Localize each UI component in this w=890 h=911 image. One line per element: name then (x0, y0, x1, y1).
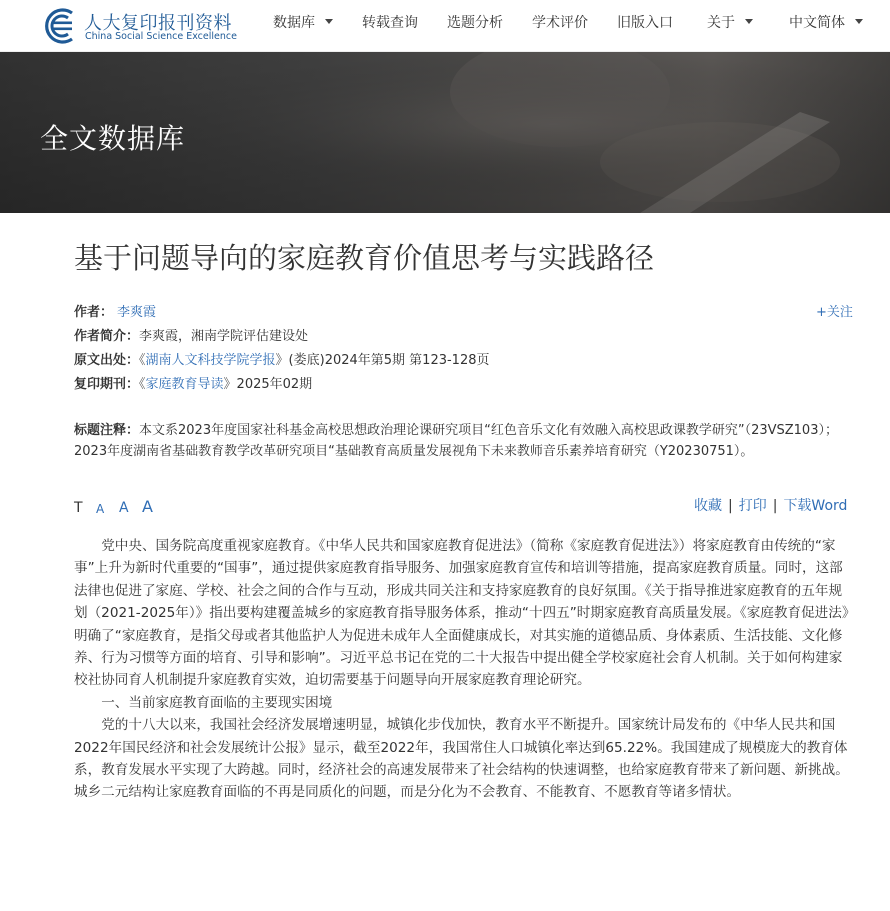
print-button[interactable]: 打印 (738, 498, 767, 514)
font-size-small-button[interactable]: A (96, 502, 105, 516)
nav-database-label: 数据库 (273, 15, 315, 31)
logo-english-name: China Social Science Excellence (85, 31, 237, 42)
nav-topic-analysis-label: 选题分析 (447, 15, 503, 31)
source-prefix: 《 (139, 353, 146, 368)
author-row (74, 301, 156, 320)
logo-mark-icon (38, 7, 78, 45)
nav-language-select[interactable] (789, 0, 863, 52)
author-intro-row (74, 325, 308, 344)
nav-about[interactable] (707, 0, 753, 52)
nav-language-label: 中文简体 (789, 15, 845, 31)
font-size-medium-button[interactable]: A (119, 500, 129, 516)
nav-reprint-query[interactable] (362, 0, 418, 52)
section-heading: 一、当前家庭教育面临的主要现实困境 (101, 694, 333, 711)
reprint-row (74, 373, 312, 392)
action-separator: | (772, 498, 778, 514)
author-link[interactable]: 李爽霞 (117, 305, 157, 320)
nav-topic-analysis[interactable] (447, 0, 503, 52)
author-intro-value: 李爽霞，湘南学院评估建设处 (139, 329, 309, 344)
site-header (0, 0, 890, 52)
title-note-label: 标题注释： (74, 423, 140, 438)
action-separator: | (728, 498, 733, 514)
source-journal-link[interactable]: 湖南人文科技学院学报 (145, 353, 276, 368)
source-label: 原文出处： (74, 353, 140, 368)
nav-academic-evaluation[interactable] (532, 0, 588, 52)
nav-reprint-query-label: 转载查询 (362, 15, 418, 31)
author-intro-label: 作者简介： (74, 329, 140, 344)
reprint-prefix: 《 (139, 377, 146, 392)
chevron-down-icon (855, 19, 863, 24)
download-word-button[interactable]: 下载Word (783, 498, 848, 514)
nav-legacy-entry[interactable] (617, 0, 673, 52)
logo-chinese-name: 人大复印报刊资料 (84, 13, 232, 34)
collect-button[interactable]: 收藏 (694, 498, 722, 514)
font-size-default-button[interactable]: T (74, 500, 83, 516)
chevron-down-icon (745, 19, 753, 24)
banner-title: 全文数据库 (40, 122, 186, 155)
article-title: 基于问题导向的家庭教育价值思考与实践路径 (74, 241, 655, 275)
article-body (74, 535, 854, 804)
title-note (74, 420, 854, 462)
source-suffix: 》(娄底)2024年第5期 第123-128页 (275, 353, 490, 368)
nav-about-label: 关于 (707, 15, 735, 31)
nav-academic-evaluation-label: 学术评价 (532, 15, 588, 31)
article-actions (694, 495, 847, 515)
follow-button[interactable]: +关注 (816, 305, 853, 320)
nav-database[interactable] (273, 0, 333, 52)
author-label: 作者： (74, 305, 114, 320)
nav-legacy-entry-label: 旧版入口 (617, 15, 673, 31)
reprint-journal-link[interactable]: 家庭教育导读 (145, 377, 224, 392)
reprint-label: 复印期刊： (74, 377, 140, 392)
article-paragraph: 党的十八大以来，我国社会经济发展增速明显，城镇化步伐加快，教育水平不断提升。国家统计局发布的《中华人民共和国2022年国民经济和社会发展统计公报》显示，截至2022年，我国常住人口城镇化率达到65.22%。我国建成了规模庞大的教育体系，教育发展水平实现了大跨越。同时，经济社会的高速发展带来了社会结构的快速调整，也给家庭教育带来了新问题、新挑战。城乡二元结构让家庭教育面临的不再是同质化的问题，而是分化为不会教育、不能教育、不愿教育等诸多情状。 (74, 717, 849, 801)
article-paragraph: 党中央、国务院高度重视家庭教育。《中华人民共和国家庭教育促进法》（简称《家庭教育促进法》）将家庭教育由传统的“家事”上升为新时代重要的“国事”，通过提供家庭教育指导服务、加强家庭教育宣传和培训等措施，提高家庭教育质量。同时，这部法律也促进了家庭、学校、社会之间的合作与互动，形成共同关注和支持家庭教育的良好氛围。《关于指导推进家庭教育的五年规划（2021-2025年）》指出要构建覆盖城乡的家庭教育指导服务体系，推动“十四五”时期家庭教育高质量发展。《家庭教育促进法》明确了“家庭教育，是指父母或者其他监护人为促进未成年人全面健康成长，对其实施的道德品质、身体素质、生活技能、文化修养、行为习惯等方面的培育、引导和影响”。习近平总书记在党的二十大报告中提出健全学校家庭社会育人机制。关于如何构建家校社协同育人机制提升家庭教育实效，迫切需要基于问题导向开展家庭教育理论研究。 (74, 538, 849, 689)
title-note-text: 本文系2023年度国家社科基金高校思想政治理论课研究项目“红色音乐文化有效融入高校思政课教学研究”（23VSZ103）；2023年度湖南省基础教育教学改革研究项目“基础教育高质量发展视角下未来教师音乐素养培育研究（Y20230751）。 (74, 423, 838, 459)
site-logo[interactable] (38, 7, 248, 45)
font-size-large-button[interactable]: A (142, 497, 153, 516)
reprint-suffix: 》2025年02期 (223, 377, 313, 392)
page-banner (0, 52, 890, 213)
source-row (74, 349, 490, 368)
chevron-down-icon (325, 19, 333, 24)
